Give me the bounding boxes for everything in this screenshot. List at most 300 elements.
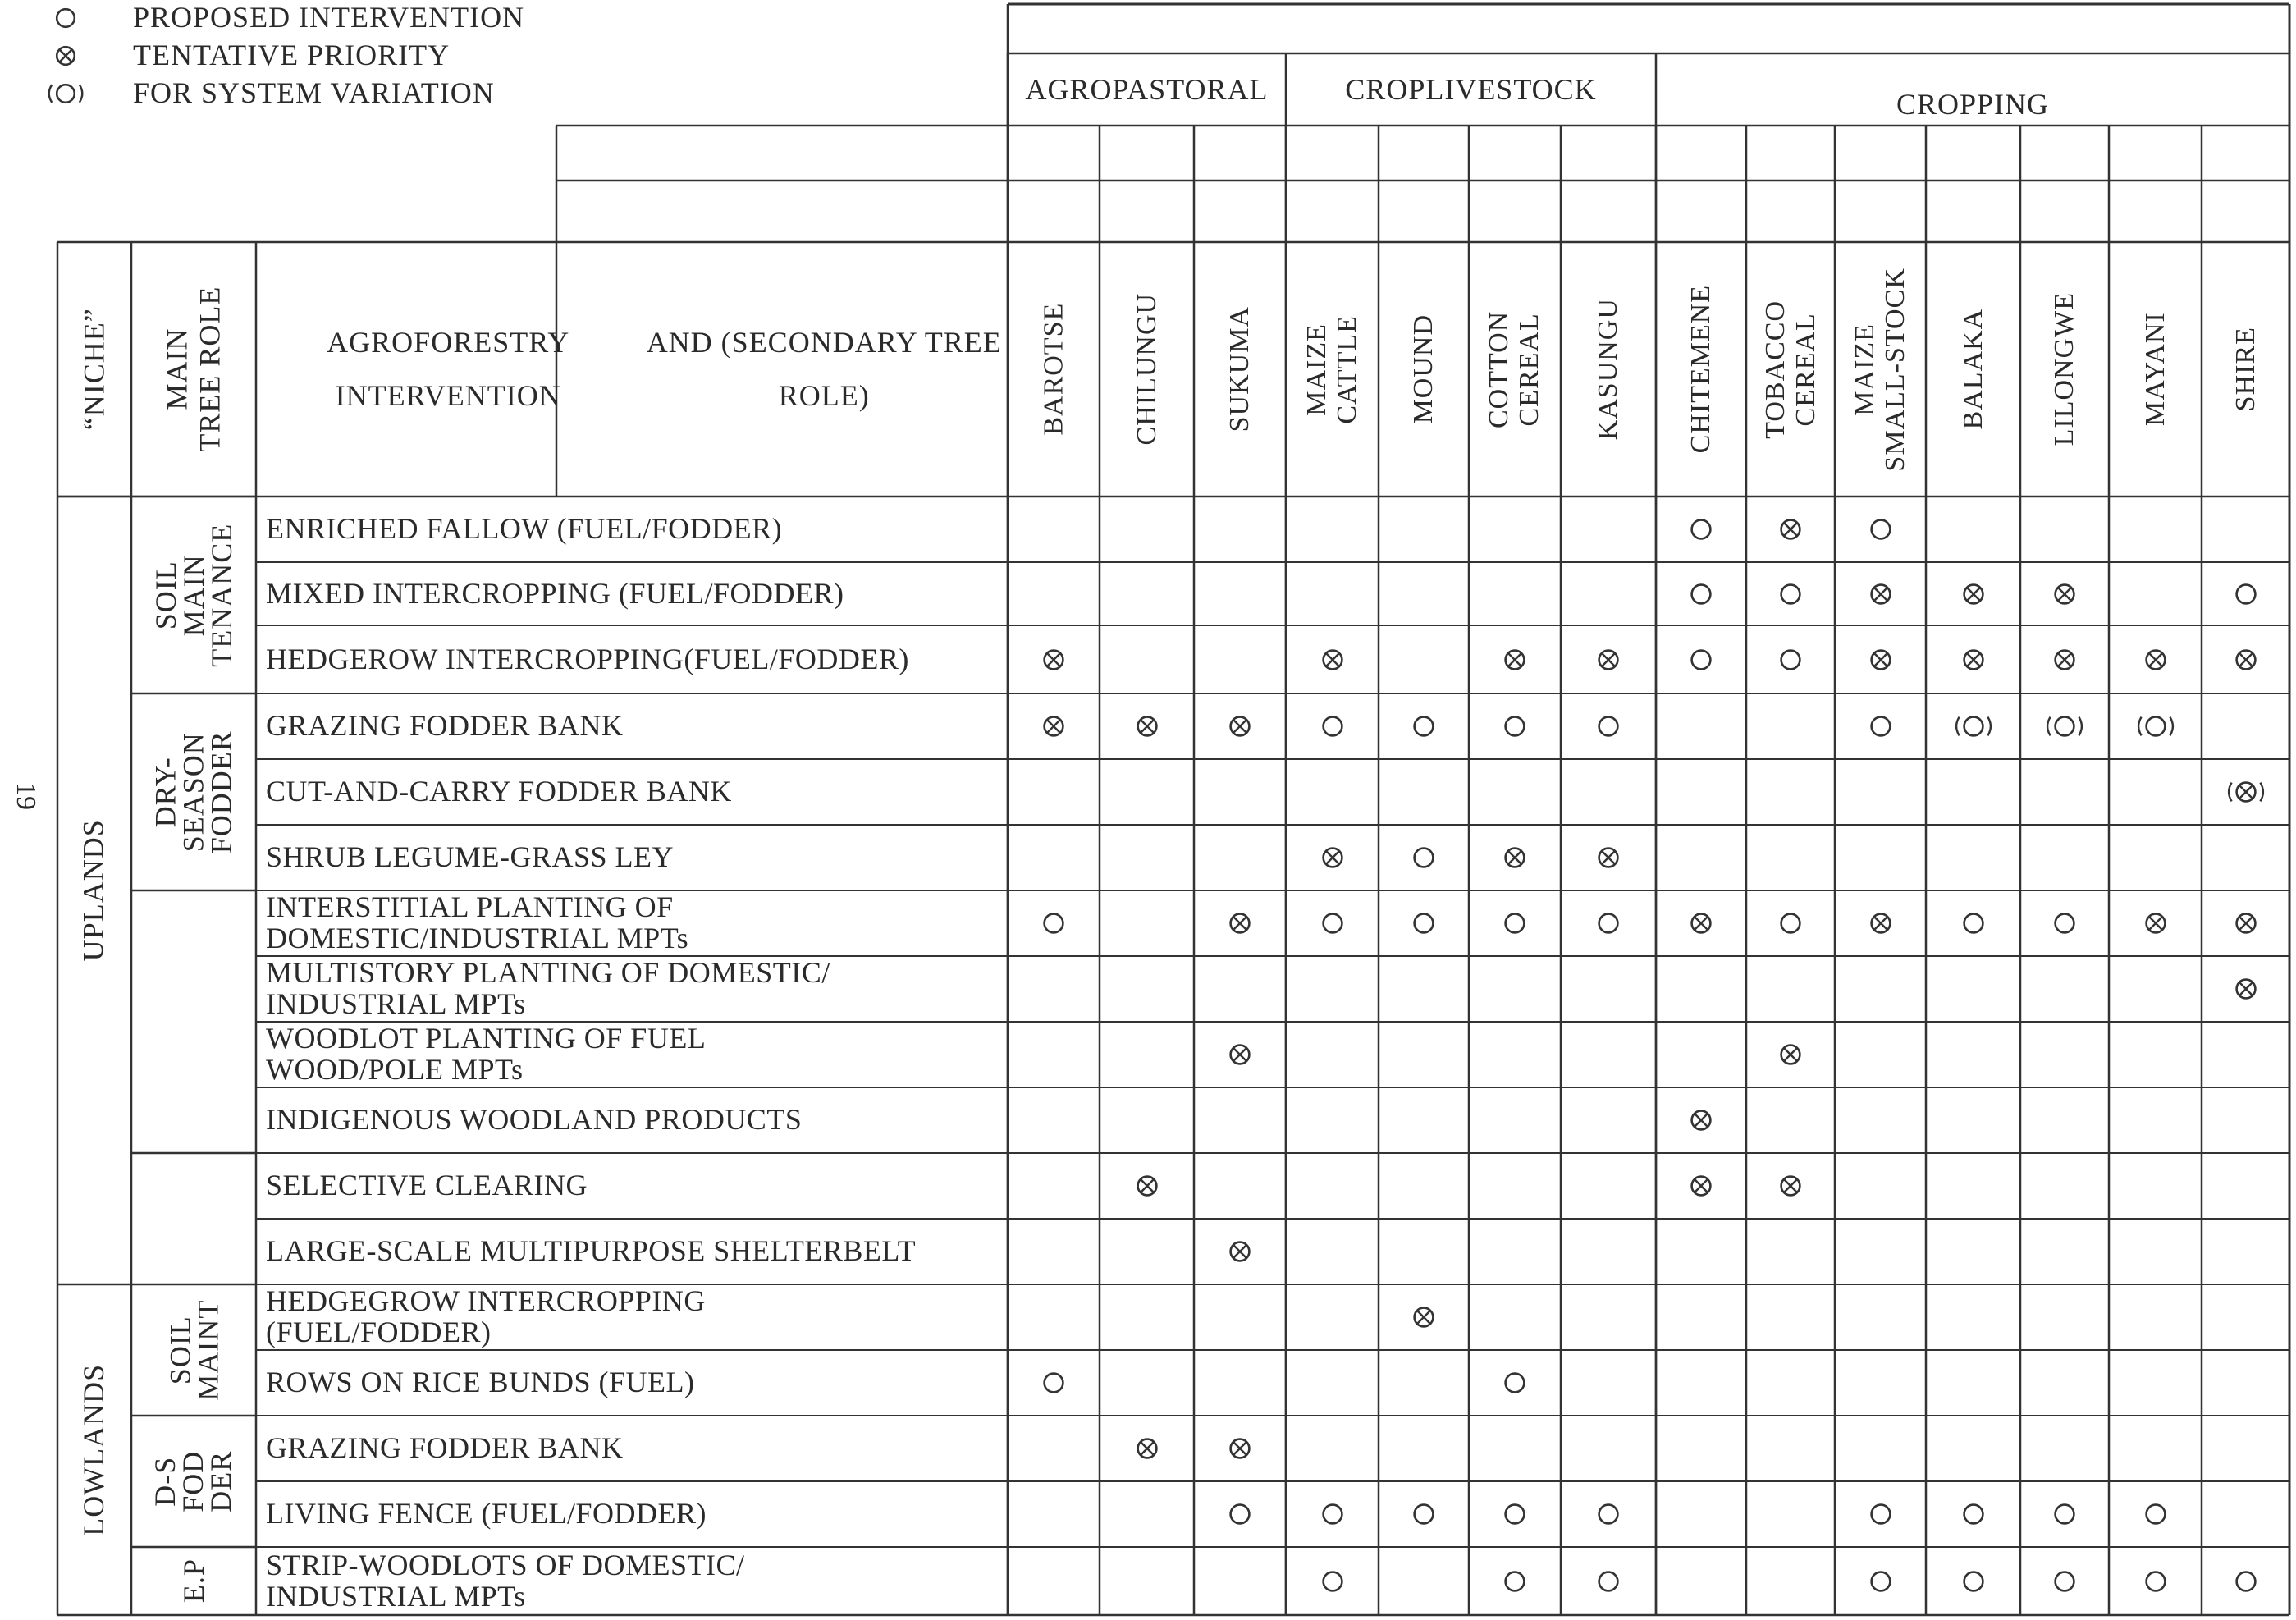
tree-role-4: [131, 1284, 256, 1416]
marker-cell: [1317, 1499, 1348, 1530]
proposed-intervention-icon: [2140, 1566, 2171, 1597]
population-value: [1194, 181, 1286, 242]
marker-cell: [1499, 1566, 1530, 1597]
tentative-priority-icon: [1224, 711, 1255, 742]
tentative-priority-icon: [1132, 1170, 1163, 1201]
country-label: [556, 126, 1008, 181]
marker-cell: [1775, 514, 1806, 545]
proposed-intervention-icon: [1593, 1499, 1624, 1530]
priority-variation-icon: [2230, 776, 2262, 808]
tentative-priority-icon: [1865, 908, 1896, 939]
intervention-line: LARGE-SCALE MULTIPURPOSE SHELTERBELT: [266, 1234, 917, 1268]
population-value: [2109, 181, 2202, 242]
marker-cell: [2230, 776, 2262, 808]
marker-cell: [2230, 973, 2262, 1004]
marker-cell: [1775, 1170, 1806, 1201]
marker-cell: [1224, 1499, 1255, 1530]
marker-cell: [1499, 842, 1530, 873]
marker-cell: [1958, 1499, 1989, 1530]
marker-cell: [1224, 1236, 1255, 1267]
tentative-priority-icon: [1593, 842, 1624, 873]
marker-cell: [1408, 1499, 1439, 1530]
tentative-priority-icon: [1224, 1039, 1255, 1070]
population-value: [2202, 181, 2289, 242]
proposed-intervention-icon: [2230, 1566, 2262, 1597]
system-group-1: [1286, 53, 1656, 126]
tentative-priority-icon: [1775, 1170, 1806, 1201]
intervention-row-label: [256, 956, 1008, 1022]
system-name-line: LILONGWE: [2049, 292, 2080, 446]
tree-role-5: [131, 1416, 256, 1547]
marker-cell: [1038, 644, 1069, 675]
proposed-intervention-icon: [1317, 1499, 1348, 1530]
system-name-8: [1746, 242, 1835, 497]
marker-cell: [1865, 711, 1896, 742]
proposed-intervention-icon: [1317, 1566, 1348, 1597]
marker-cell: [1593, 842, 1624, 873]
marker-cell: [1038, 908, 1069, 939]
tree-role-line: MAIN: [176, 554, 210, 637]
marker-cell: [1685, 1170, 1717, 1201]
marker-cell: [2230, 1566, 2262, 1597]
population-value: [1656, 181, 1746, 242]
country-code: [1656, 126, 1746, 181]
proposed-intervention-icon: [2140, 1499, 2171, 1530]
tree-role-2: [131, 890, 256, 1153]
marker-cell: [1317, 644, 1348, 675]
country-code: [1100, 126, 1194, 181]
intervention-line: DOMESTIC/INDUSTRIAL MPTs: [266, 922, 689, 954]
marker-cell: [1685, 1105, 1717, 1136]
group-line: PASTORAL: [1112, 72, 1269, 106]
population-value: [1835, 181, 1926, 242]
marker-cell: [2140, 908, 2171, 939]
population-value: [1926, 181, 2020, 242]
country-code: [2202, 126, 2289, 181]
tentative-priority-icon: [1224, 1433, 1255, 1464]
tentative-priority-icon: [1685, 1170, 1717, 1201]
marker-cell: [1408, 908, 1439, 939]
intervention-line: MULTISTORY PLANTING OF DOMESTIC/: [266, 956, 830, 990]
group-line: LIVESTOCK: [1425, 72, 1597, 106]
intervention-line: INDIGENOUS WOODLAND PRODUCTS: [266, 1103, 803, 1137]
country-code: [1008, 126, 1100, 181]
system-name-line: CHILUNGU: [1131, 293, 1162, 446]
intervention-row-label: [256, 1416, 1008, 1481]
tentative-priority-icon: [1958, 579, 1989, 610]
marker-cell: [1408, 711, 1439, 742]
proposed-intervention-icon: [1685, 579, 1717, 610]
marker-cell: [1865, 1566, 1896, 1597]
tentative-priority-icon: [2230, 973, 2262, 1004]
system-name-1: [1100, 242, 1194, 497]
proposed-intervention-icon: [1499, 1566, 1530, 1597]
intervention-line: WOOD/POLE MPTs: [266, 1053, 524, 1086]
tentative-priority-icon: [2140, 644, 2171, 675]
proposed-intervention-icon: [1317, 711, 1348, 742]
marker-cell: [1865, 579, 1896, 610]
tree-role-line: SOIL: [149, 561, 182, 630]
intervention-line: (FUEL/FODDER): [266, 1316, 492, 1348]
marker-cell: [1132, 1433, 1163, 1464]
intervention-line: LIVING FENCE (FUEL/FODDER): [266, 1497, 707, 1531]
marker-cell: [2140, 644, 2171, 675]
proposed-intervention-icon: [1685, 644, 1717, 675]
population-value: [1100, 181, 1194, 242]
tree-role-3: [131, 1153, 256, 1284]
intervention-header-line: AND (SECONDARY TREE ROLE): [646, 326, 1002, 412]
marker-cell: [1775, 1039, 1806, 1070]
country-code: [1286, 126, 1379, 181]
system-name-line: SHIRE: [2230, 327, 2261, 412]
tentative-priority-icon: [1865, 579, 1896, 610]
marker-cell: [2140, 1499, 2171, 1530]
intervention-row-label: [256, 1350, 1008, 1416]
marker-cell: [1958, 1566, 1989, 1597]
system-name-line: SMALL-STOCK: [1880, 267, 1911, 472]
proposed-intervention-icon: [1224, 1499, 1255, 1530]
proposed-intervention-icon: [2049, 908, 2080, 939]
intervention-row-label: [256, 1284, 1008, 1350]
marker-cell: [1865, 908, 1896, 939]
proposed-intervention-icon: [1775, 579, 1806, 610]
tree-role-line: TENANCE: [205, 523, 239, 667]
marker-cell: [1499, 644, 1530, 675]
population-value: [2020, 181, 2109, 242]
system-name-2: [1194, 242, 1286, 497]
proposed-intervention-icon: [1865, 1566, 1896, 1597]
tree-role-6: [131, 1547, 256, 1615]
intervention-row-label: [256, 1022, 1008, 1087]
intervention-row-label: [256, 1481, 1008, 1547]
proposed-intervention-icon: [1499, 908, 1530, 939]
proposed-intervention-icon: [1865, 711, 1896, 742]
proposed-intervention-icon: [1775, 908, 1806, 939]
intervention-line: STRIP-WOODLOTS OF DOMESTIC/: [266, 1548, 745, 1581]
proposed-intervention-icon: [1499, 711, 1530, 742]
system-name-line: CHITEMENE: [1685, 285, 1717, 454]
marker-cell: [1132, 1170, 1163, 1201]
marker-cell: [1317, 842, 1348, 873]
system-name-6: [1561, 242, 1656, 497]
system-name-line: MAYANI: [2139, 312, 2170, 427]
population-value: [1008, 181, 1100, 242]
marker-cell: [1958, 908, 1989, 939]
tentative-priority-icon: [1038, 644, 1069, 675]
intervention-line: INDUSTRIAL MPTs: [266, 1579, 526, 1613]
systems-label: [1008, 4, 2289, 53]
proposed-intervention-icon: [1317, 908, 1348, 939]
marker-cell: [1958, 579, 1989, 610]
group-line: CROPPING: [1896, 88, 2050, 121]
intervention-line: WOODLOT PLANTING OF FUEL: [266, 1022, 707, 1055]
intervention-row-label: [256, 1219, 1008, 1284]
tree-role-line: DRY-: [149, 756, 182, 828]
system-name-line: CEREAL: [1515, 312, 1546, 427]
intervention-line: ENRICHED FALLOW (FUEL/FODDER): [266, 512, 783, 546]
proposed-intervention-icon: [1593, 711, 1624, 742]
tentative-priority-icon: [2049, 579, 2080, 610]
system-name-line: KASUNGU: [1593, 298, 1624, 441]
marker-cell: [1224, 1433, 1255, 1464]
niche-header: [57, 242, 131, 497]
legend-label: PROPOSED INTERVENTION: [133, 1, 525, 34]
tree-role-line: FODDER: [205, 730, 239, 854]
proposed-intervention-icon: [1038, 1367, 1069, 1398]
population-value: [1469, 181, 1561, 242]
marker-cell: [1958, 711, 1989, 742]
marker-cell: [2230, 644, 2262, 675]
tentative-priority-icon: [1685, 1105, 1717, 1136]
tentative-priority-icon: [1408, 1302, 1439, 1333]
tentative-priority-icon: [2140, 908, 2171, 939]
tentative-priority-icon: [1593, 644, 1624, 675]
system-name-line: MOUND: [1408, 314, 1439, 424]
country-code: [1194, 126, 1286, 181]
marker-cell: [2049, 644, 2080, 675]
system-variation-icon: [2049, 711, 2080, 742]
proposed-intervention-icon: [1593, 1566, 1624, 1597]
system-name-10: [1926, 242, 2020, 497]
marker-cell: [1593, 711, 1624, 742]
group-line: AGRO: [1025, 72, 1113, 106]
tentative-priority-icon: [1775, 514, 1806, 545]
country-code: [2020, 126, 2109, 181]
proposed-intervention-icon: [1499, 1499, 1530, 1530]
intervention-line: GRAZING FODDER BANK: [266, 1431, 624, 1465]
proposed-intervention-icon: [1408, 711, 1439, 742]
marker-cell: [1958, 644, 1989, 675]
marker-cell: [1775, 908, 1806, 939]
marker-cell: [1408, 842, 1439, 873]
tentative-priority-icon: [2049, 644, 2080, 675]
proposed-intervention-icon: [2049, 1499, 2080, 1530]
intervention-line: INDUSTRIAL MPTs: [266, 987, 526, 1020]
marker-cell: [1317, 1566, 1348, 1597]
proposed-intervention-icon: [2230, 579, 2262, 610]
system-name-7: [1656, 242, 1746, 497]
marker-cell: [1593, 908, 1624, 939]
marker-cell: [1224, 1039, 1255, 1070]
marker-cell: [1865, 1499, 1896, 1530]
system-group-2: [1656, 53, 2289, 126]
niche-label: UPLANDS: [77, 819, 111, 962]
marker-cell: [2140, 1566, 2171, 1597]
intervention-row-label: [256, 497, 1008, 562]
proposed-intervention-icon: [2049, 1566, 2080, 1597]
legend-label: FOR SYSTEM VARIATION: [133, 76, 495, 109]
population-value: [1561, 181, 1656, 242]
intervention-line: SHRUB LEGUME-GRASS LEY: [266, 840, 675, 874]
country-code: [1469, 126, 1561, 181]
system-name-9: [1835, 242, 1926, 497]
country-code: [1835, 126, 1926, 181]
marker-cell: [1317, 908, 1348, 939]
intervention-line: ROWS ON RICE BUNDS (FUEL): [266, 1366, 695, 1399]
tree-role-line: E.P: [176, 1558, 210, 1604]
intervention-row-label: [256, 759, 1008, 825]
system-name-12: [2109, 242, 2202, 497]
proposed-intervention-icon: [1408, 908, 1439, 939]
system-variation-icon: [2140, 711, 2171, 742]
system-name-line: SUKUMA: [1224, 306, 1255, 432]
intervention-row-label: [256, 1087, 1008, 1153]
tree-role-header: [131, 242, 256, 497]
proposed-intervention-icon: [1499, 1367, 1530, 1398]
proposed-intervention-icon: [1775, 644, 1806, 675]
tentative-priority-icon: [1132, 711, 1163, 742]
tentative-priority-icon: [1038, 711, 1069, 742]
marker-cell: [2140, 711, 2171, 742]
proposed-intervention-icon: [1593, 908, 1624, 939]
system-name-line: CATTLE: [1332, 314, 1363, 424]
tentative-priority-icon: [1775, 1039, 1806, 1070]
niche-uplands: [57, 497, 131, 1284]
marker-cell: [1224, 711, 1255, 742]
tree-role-header-line: MAIN: [160, 328, 194, 411]
legend-label: TENTATIVE PRIORITY: [133, 39, 451, 71]
proposed-intervention-icon: [1408, 1499, 1439, 1530]
system-name-5: [1469, 242, 1561, 497]
marker-cell: [1593, 1499, 1624, 1530]
proposed-intervention-icon: [1865, 514, 1896, 545]
tentative-priority-icon: [1499, 644, 1530, 675]
page-number: 19: [11, 782, 41, 810]
marker-cell: [2230, 908, 2262, 939]
marker-cell: [1499, 908, 1530, 939]
country-code: [1926, 126, 2020, 181]
system-name-11: [2020, 242, 2109, 497]
tree-role-line: D-S: [149, 1456, 182, 1507]
intervention-row-label: [256, 1547, 1008, 1615]
tree-role-line: FOD: [176, 1450, 210, 1512]
tentative-priority-icon: [1685, 908, 1717, 939]
system-name-0: [1008, 242, 1100, 497]
country-code: [1746, 126, 1835, 181]
marker-cell: [1775, 644, 1806, 675]
intervention-line: INTERSTITIAL PLANTING OF: [266, 890, 674, 924]
population-value: [1379, 181, 1469, 242]
tentative-priority-icon: [1317, 842, 1348, 873]
intervention-line: HEDGEGROW INTERCROPPING: [266, 1284, 706, 1318]
tentative-priority-icon: [1958, 644, 1989, 675]
marker-cell: [1499, 1367, 1530, 1398]
tentative-priority-icon: [1499, 842, 1530, 873]
marker-cell: [1685, 514, 1717, 545]
population-value: [1286, 181, 1379, 242]
intervention-line: SELECTIVE CLEARING: [266, 1169, 588, 1202]
proposed-intervention-icon: [1958, 1566, 1989, 1597]
tentative-priority-icon: [1224, 908, 1255, 939]
group-line: CROP: [1345, 72, 1426, 106]
proposed-intervention-icon: [1038, 908, 1069, 939]
tentative-priority-icon: [1317, 644, 1348, 675]
tentative-priority-icon: [2230, 908, 2262, 939]
intervention-row-label: [256, 562, 1008, 625]
intervention-line: GRAZING FODDER BANK: [266, 709, 624, 743]
system-name-line: MAIZE: [1850, 323, 1881, 416]
proposed-intervention-icon: [1685, 514, 1717, 545]
population-value: [1746, 181, 1835, 242]
marker-cell: [2049, 1566, 2080, 1597]
system-name-4: [1379, 242, 1469, 497]
intervention-line: HEDGEROW INTERCROPPING(FUEL/FODDER): [266, 642, 909, 675]
system-name-line: MAIZE: [1301, 323, 1333, 416]
marker-cell: [2049, 1499, 2080, 1530]
marker-cell: [1593, 1566, 1624, 1597]
marker-cell: [2049, 711, 2080, 742]
niche-label: LOWLANDS: [77, 1363, 111, 1536]
system-name-line: BAROTSE: [1038, 303, 1069, 436]
tentative-priority-icon: [1865, 644, 1896, 675]
country-code: [1379, 126, 1469, 181]
tree-role-line: SEASON: [176, 731, 210, 853]
tree-role-line: DER: [205, 1450, 239, 1512]
marker-cell: [1224, 908, 1255, 939]
marker-cell: [1132, 711, 1163, 742]
system-group-0: [1008, 53, 1286, 126]
intervention-row-label: [256, 825, 1008, 890]
tree-role-1: [131, 693, 256, 890]
marker-cell: [1775, 579, 1806, 610]
system-name-13: [2202, 242, 2289, 497]
system-name-3: [1286, 242, 1379, 497]
marker-cell: [1317, 711, 1348, 742]
tentative-priority-icon: [1132, 1433, 1163, 1464]
marker-cell: [1685, 908, 1717, 939]
marker-cell: [1408, 1302, 1439, 1333]
proposed-intervention-icon: [1865, 1499, 1896, 1530]
system-name-line: CEREAL: [1791, 312, 1822, 427]
tentative-priority-icon: [2230, 644, 2262, 675]
system-variation-icon: [1958, 711, 1989, 742]
population-label: [556, 181, 1008, 242]
intervention-header-line: AGROFORESTRY INTERVENTION: [327, 326, 570, 412]
marker-cell: [1685, 579, 1717, 610]
marker-cell: [1499, 1499, 1530, 1530]
marker-cell: [1865, 514, 1896, 545]
intervention-row-label: [256, 890, 1008, 956]
country-code: [1561, 126, 1656, 181]
tentative-priority-icon: [1224, 1236, 1255, 1267]
niche-header-label: “NICHE”: [77, 308, 111, 431]
tree-role-header-line: TREE ROLE: [193, 286, 226, 452]
marker-cell: [2049, 908, 2080, 939]
proposed-intervention-icon: [1958, 1499, 1989, 1530]
marker-cell: [1038, 711, 1069, 742]
intervention-row-label: [256, 1153, 1008, 1219]
marker-cell: [2049, 579, 2080, 610]
marker-cell: [1593, 644, 1624, 675]
intervention-row-label: [256, 625, 1008, 693]
marker-cell: [1865, 644, 1896, 675]
proposed-intervention-icon: [1958, 908, 1989, 939]
intervention-row-label: [256, 693, 1008, 759]
system-name-line: COTTON: [1484, 310, 1515, 428]
intervention-line: MIXED INTERCROPPING (FUEL/FODDER): [266, 576, 844, 610]
tree-role-line: MAINT: [190, 1299, 224, 1401]
marker-cell: [2230, 579, 2262, 610]
marker-cell: [1038, 1367, 1069, 1398]
country-code: [2109, 126, 2202, 181]
marker-cell: [1499, 711, 1530, 742]
system-name-line: TOBACCO: [1759, 300, 1791, 439]
marker-cell: [1685, 644, 1717, 675]
intervention-header: [256, 242, 1008, 497]
proposed-intervention-icon: [1408, 842, 1439, 873]
system-name-line: BALAKA: [1957, 309, 1988, 430]
intervention-line: CUT-AND-CARRY FODDER BANK: [266, 775, 732, 808]
